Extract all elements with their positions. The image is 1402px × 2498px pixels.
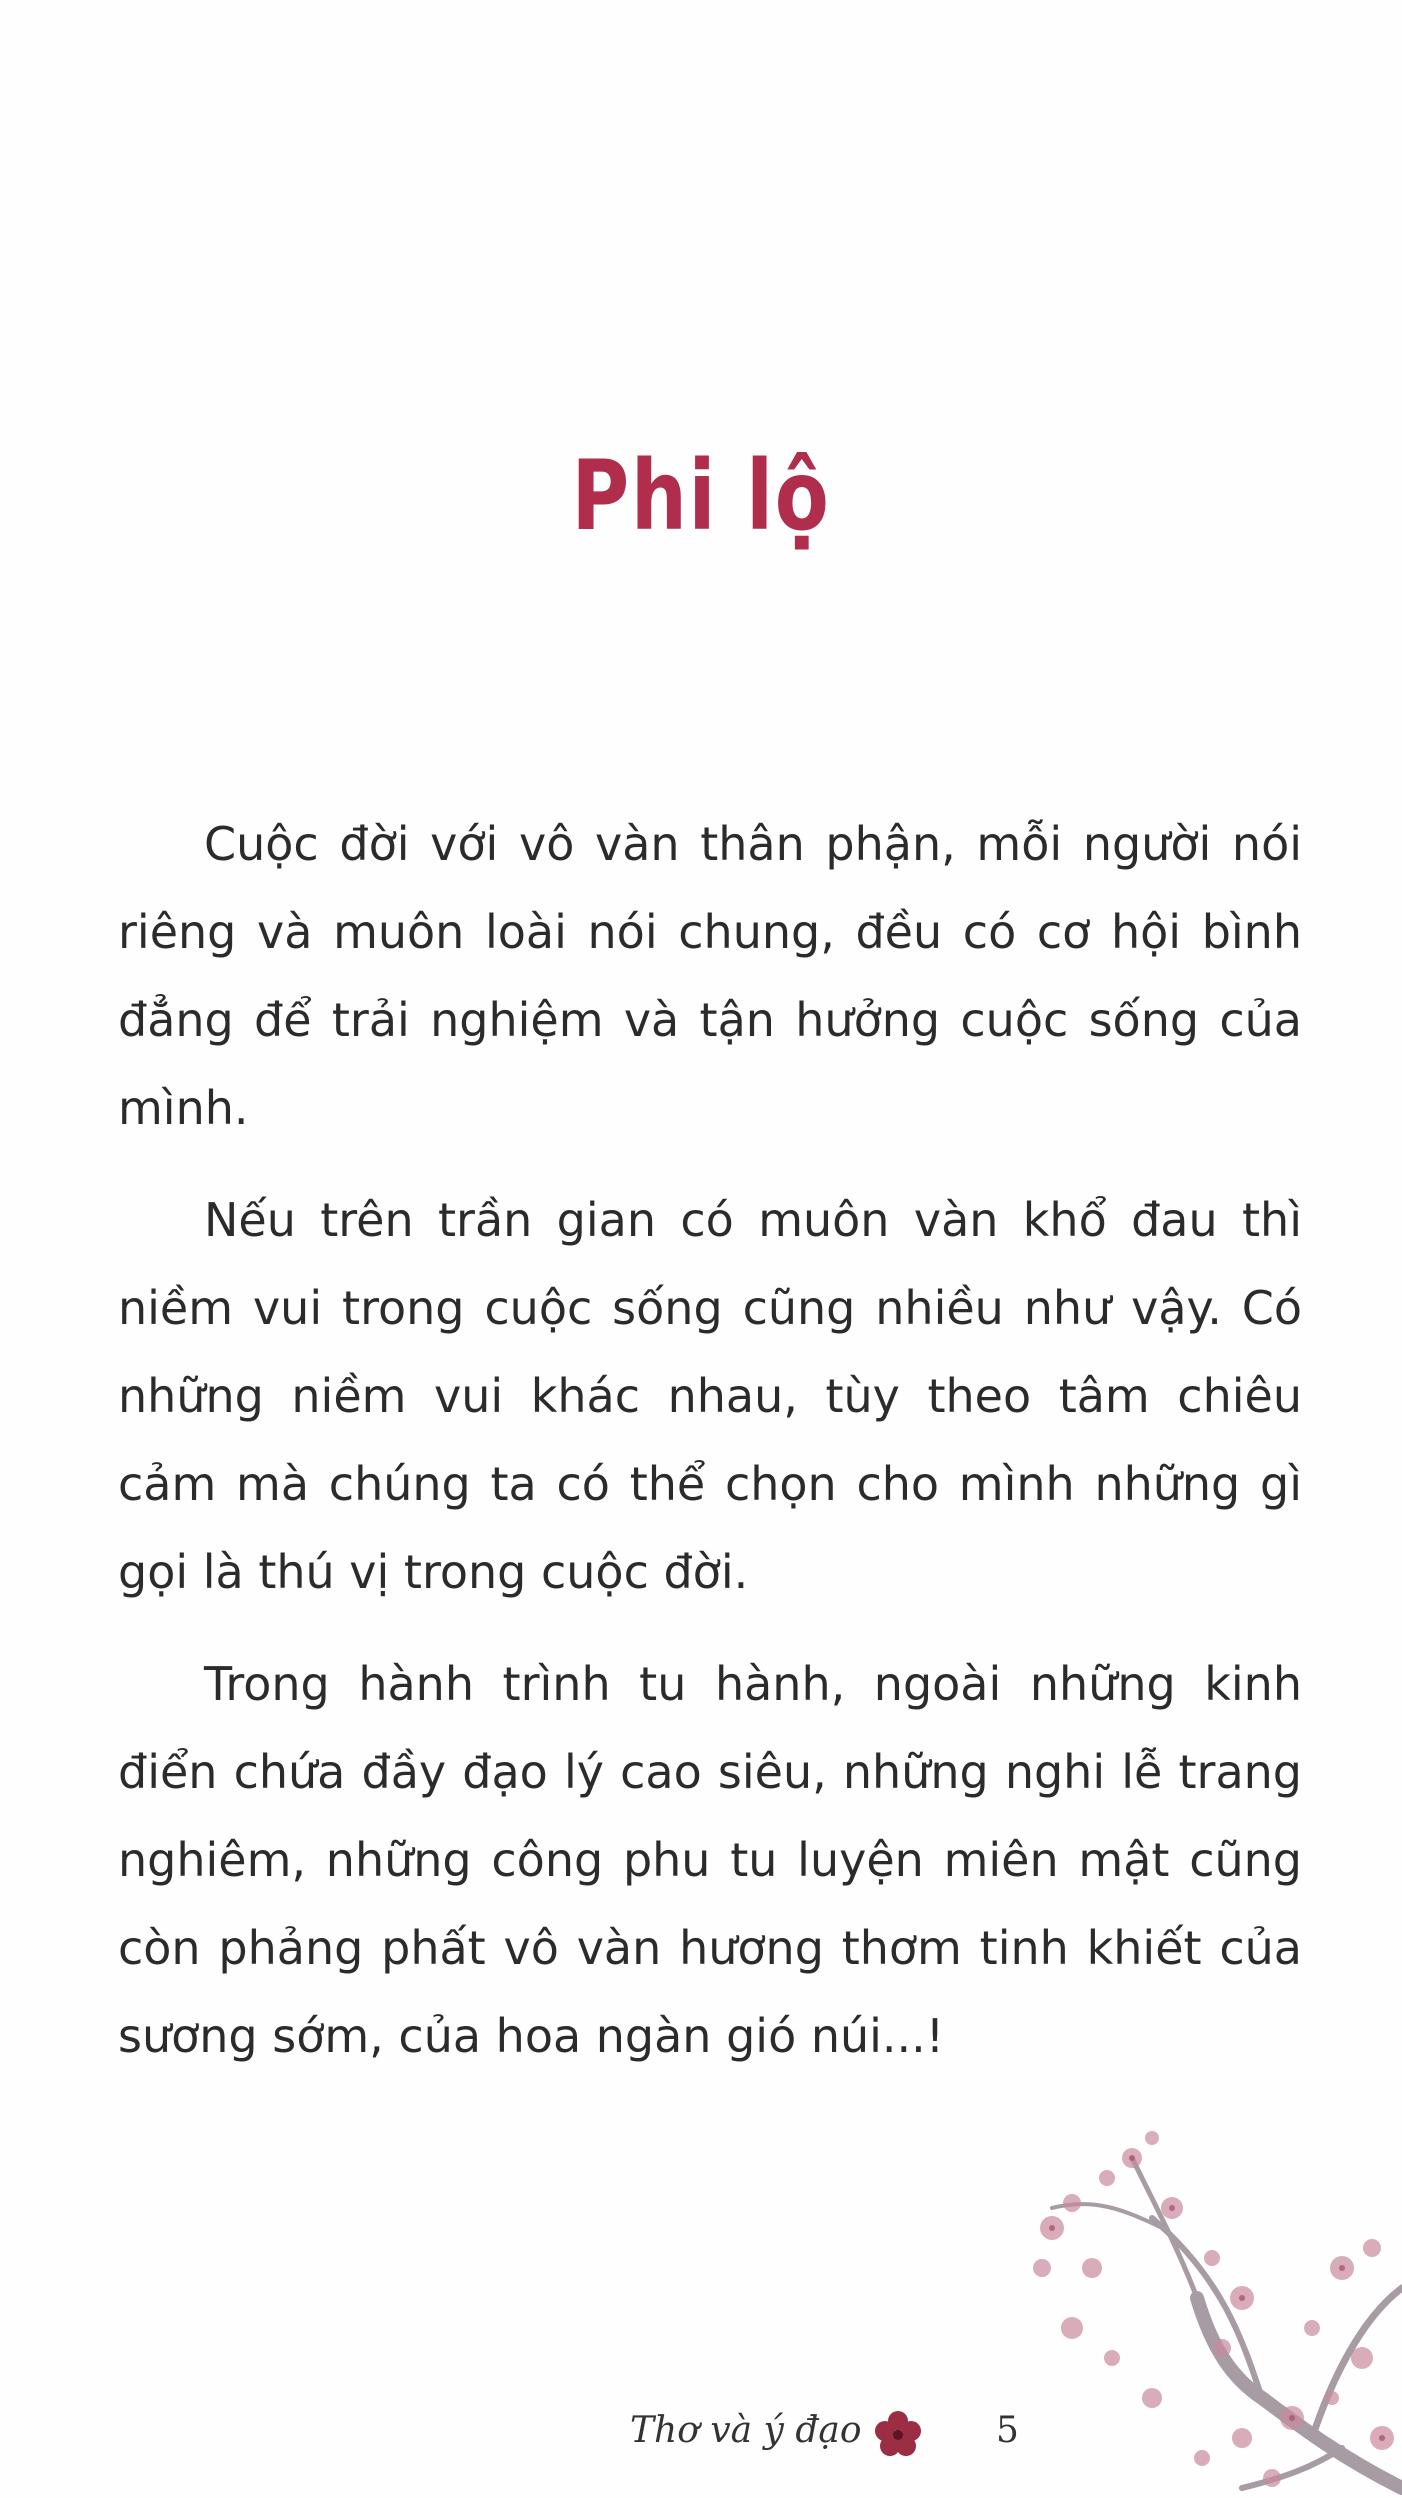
- paragraph-2: Nếu trên trần gian có muôn vàn khổ đau thì niềm vui trong cuộc sống cũng nhiều như vậy. Có những niềm vui khác nhau, tùy theo tâm chiêu cảm mà chúng ta có thể chọn cho mình những gì gọi là thú vị trong cuộc đời.: [118, 1193, 1302, 1599]
- page-number: 5: [996, 2410, 1019, 2451]
- body-text: [118, 800, 1302, 2104]
- paragraph-3: Trong hành trình tu hành, ngoài những kinh điển chứa đầy đạo lý cao siêu, những nghi lễ trang nghiêm, những công phu tu luyện miên mật cũng còn phảng phất vô vàn hương thơm tinh khiết của sương sớm, của hoa ngàn gió núi...!: [118, 1657, 1302, 2063]
- running-footer-book-title: Thơ và ý đạo: [630, 2410, 862, 2451]
- plum-blossom-branch-illustration: [1012, 2098, 1402, 2498]
- page-title: Phi lộ: [571, 440, 831, 552]
- paragraph-1: Cuộc đời với vô vàn thân phận, mỗi người nói riêng và muôn loài nói chung, đều có cơ hội bình đẳng để trải nghiệm và tận hưởng cuộc sống của mình.: [118, 817, 1302, 1135]
- plum-blossom-icon: [872, 2408, 924, 2460]
